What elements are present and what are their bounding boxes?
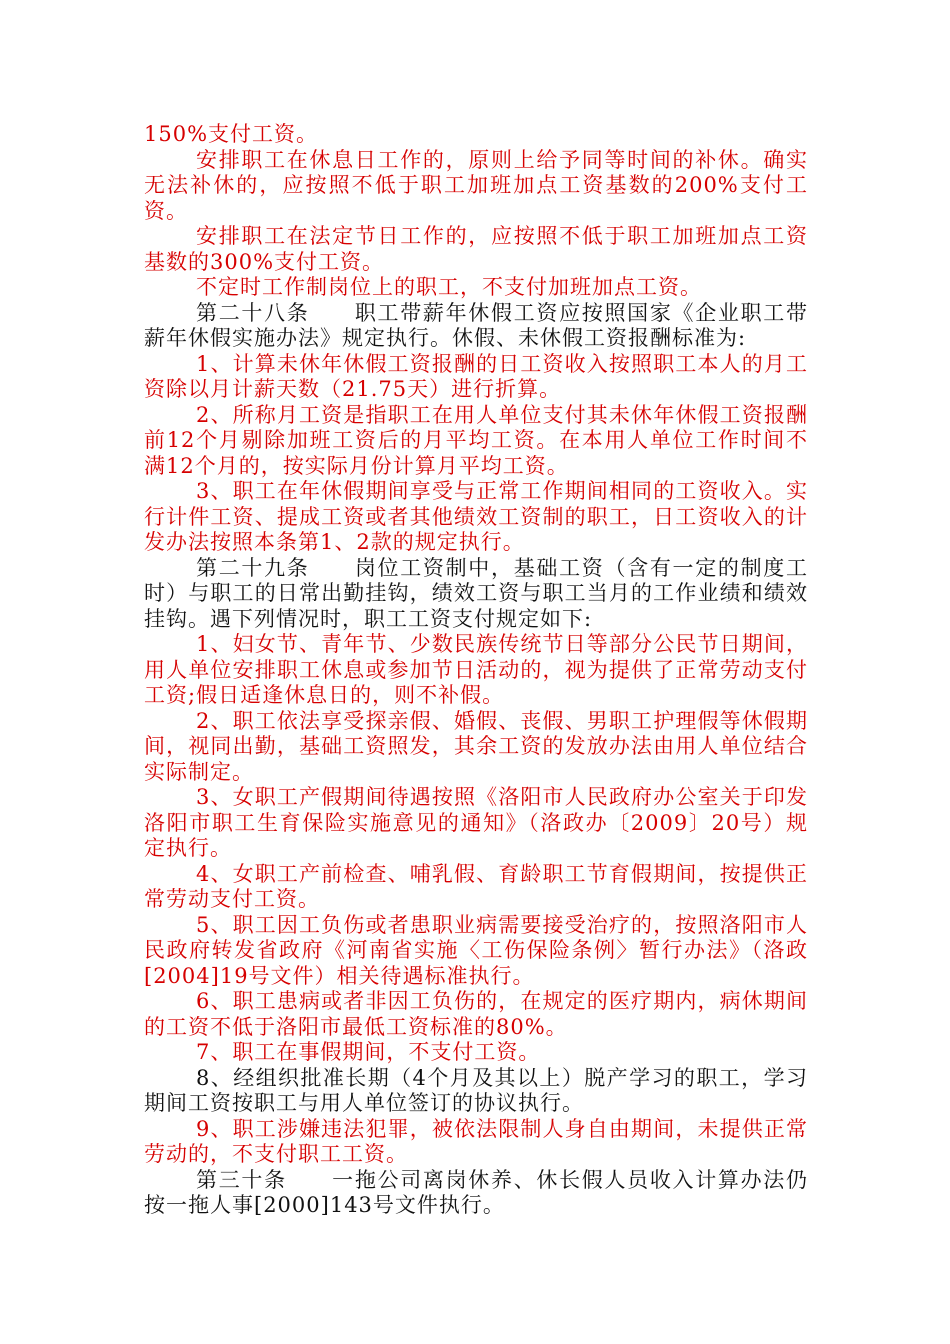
article-29-item-3: 3、女职工产假期间待遇按照《洛阳市人民政府办公室关于印发洛阳市职工生育保险实施意见的通知》（洛政办〔2009〕20号）规定执行。 — [144, 785, 808, 860]
article-29-item-1: 1、妇女节、青年节、少数民族传统节日等部分公民节日期间，用人单位安排职工休息或参加节日活动的，视为提供了正常劳动支付工资;假日适逢休息日的，则不补假。 — [144, 632, 808, 707]
article-28-item-2: 2、所称月工资是指职工在用人单位支付其未休年休假工资报酬前12个月剔除加班工资后的月平均工资。在本用人单位工作时间不满12个月的，按实际月份计算月平均工资。 — [144, 402, 808, 478]
document-page — [144, 122, 808, 1219]
article-29-item-4: 4、女职工产前检查、哺乳假、育龄职工节育假期间，按提供正常劳动支付工资。 — [144, 861, 808, 911]
article-29-item-9: 9、职工涉嫌违法犯罪，被依法限制人身自由期间，未提供正常劳动的，不支付职工工资。 — [144, 1116, 808, 1166]
article-30: 第三十条 一拖公司离岗休养、休长假人员收入计算办法仍按一拖人事[2000]143号文件执行。 — [144, 1167, 808, 1217]
paragraph-flexible-hours: 不定时工作制岗位上的职工，不支付加班加点工资。 — [196, 275, 702, 299]
article-28-item-3: 3、职工在年休假期间享受与正常工作期间相同的工资收入。实行计件工资、提成工资或者其他绩效工资制的职工，日工资收入的计发办法按照本条第1、2款的规定执行。 — [144, 479, 808, 554]
paragraph-rest-day-work: 安排职工在休息日工作的，原则上给予同等时间的补休。确实无法补休的，应按照不低于职工加班加点工资基数的200%支付工资。 — [144, 147, 808, 223]
article-29-item-5: 5、职工因工负伤或者患职业病需要接受治疗的，按照洛阳市人民政府转发省政府《河南省实施〈工伤保险条例〉暂行办法》（洛政[2004]19号文件）相关待遇标准执行。 — [144, 912, 808, 988]
article-29-item-2: 2、职工依法享受探亲假、婚假、丧假、男职工护理假等休假期间，视同出勤，基础工资照发，其余工资的发放办法由用人单位结合实际制定。 — [144, 708, 808, 784]
article-29-item-6: 6、职工患病或者非因工负伤的，在规定的医疗期内，病休期间的工资不低于洛阳市最低工资标准的80%。 — [144, 989, 808, 1039]
article-28: 第二十八条 职工带薪年休假工资应按照国家《企业职工带薪年休假实施办法》规定执行。休假、未休假工资报酬标准为: — [144, 300, 808, 350]
article-28-item-1: 1、计算未休年休假工资报酬的日工资收入按照职工本人的月工资除以月计薪天数（21.75天）进行折算。 — [144, 351, 808, 401]
article-29-item-8: 8、经组织批准长期（4个月及其以上）脱产学习的职工，学习期间工资按职工与用人单位签订的协议执行。 — [144, 1065, 808, 1115]
article-29: 第二十九条 岗位工资制中，基础工资（含有一定的制度工时）与职工的日常出勤挂钩，绩效工资与职工当月的工作业绩和绩效挂钩。遇下列情况时，职工工资支付规定如下: — [144, 555, 808, 631]
paragraph-overtime-150-tail: 150%支付工资。 — [144, 122, 319, 146]
article-29-item-7: 7、职工在事假期间，不支付工资。 — [196, 1040, 541, 1064]
paragraph-holiday-work: 安排职工在法定节日工作的，应按照不低于职工加班加点工资基数的300%支付工资。 — [144, 224, 808, 274]
